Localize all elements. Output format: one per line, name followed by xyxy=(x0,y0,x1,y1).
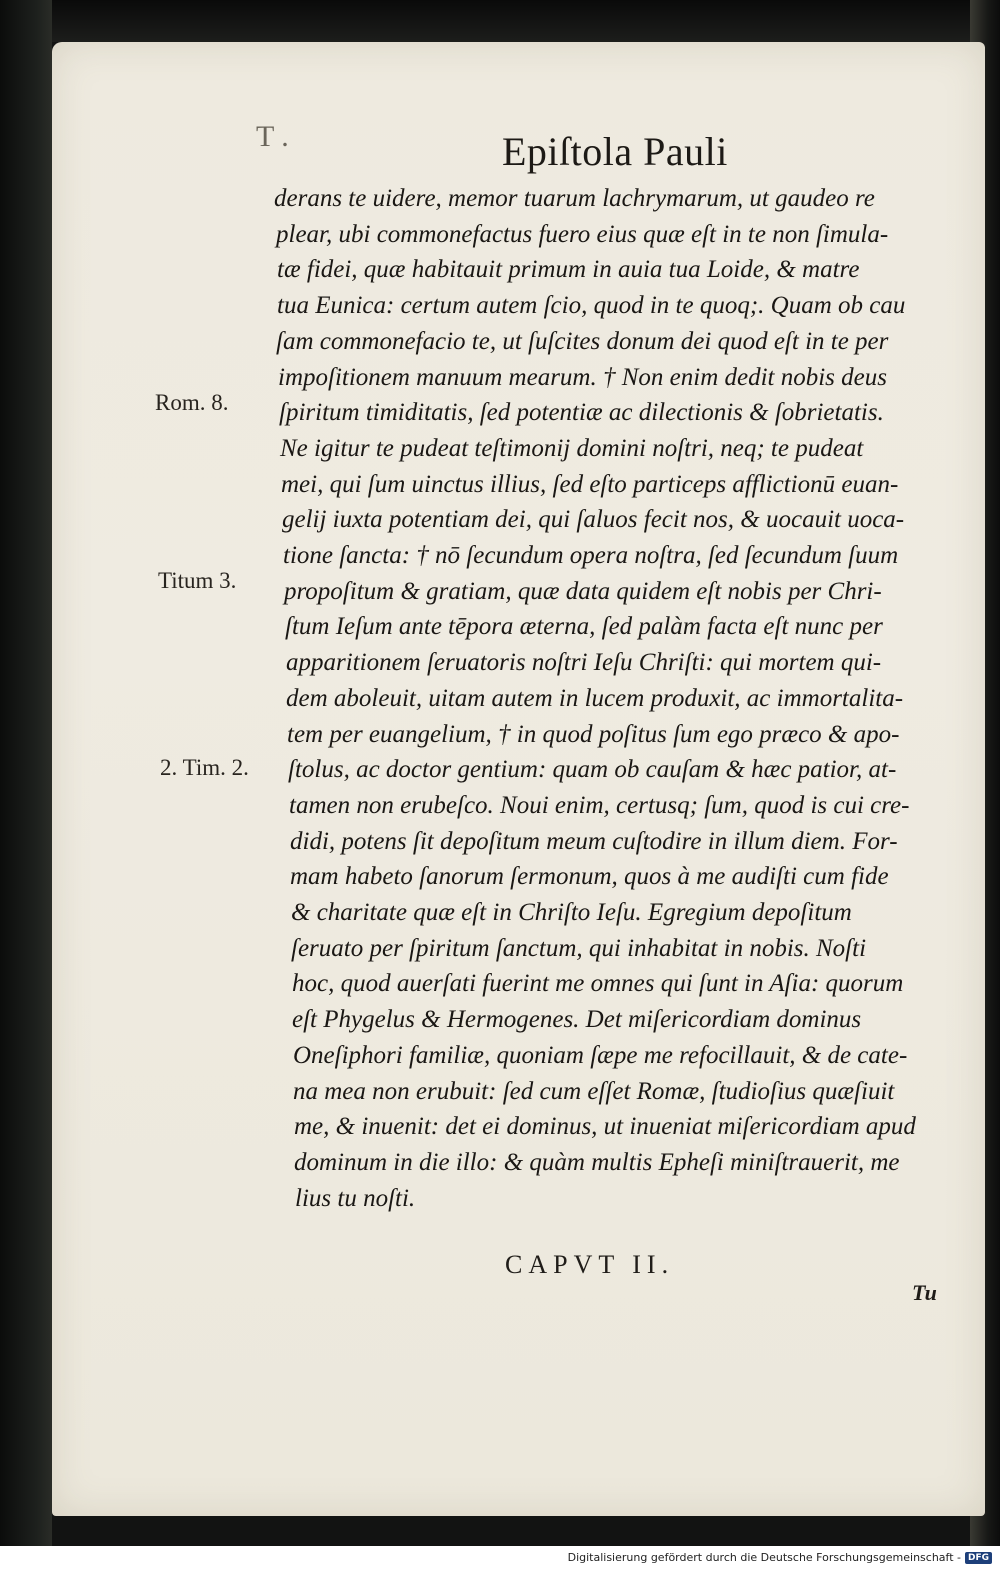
footer xyxy=(568,1551,992,1564)
text-line: dominum in die illo: & quàm multis Epheſi miniſtrauerit, me xyxy=(294,1149,900,1176)
text-line: dem aboleuit, uitam autem in lucem produxit, ac immortalita- xyxy=(286,685,904,712)
text-line: eſt Phygelus & Hermogenes. Det miſericordiam dominus xyxy=(292,1006,862,1033)
book-top-edge xyxy=(0,0,1000,42)
footer-text: Digitalisierung gefördert durch die Deutsche Forschungsgemeinschaft - xyxy=(567,1551,961,1564)
margin-note: Titum 3. xyxy=(158,568,237,593)
text-line: na mea non erubuit: ſed cum eſſet Romæ, ſtudioſius quæſiuit xyxy=(293,1078,895,1105)
catchword: Tu xyxy=(912,1280,937,1305)
text-line: Oneſiphori familiæ, quoniam ſæpe me refocillauit, & de cate- xyxy=(293,1042,908,1069)
text-line: ſtolus, ac doctor gentium: quam ob cauſam & hæc patior, at- xyxy=(288,756,897,783)
running-head: Epiſtola Pauli xyxy=(502,129,728,174)
text-line: tamen non erubeſco. Noui enim, certusq; ſum, quod is cui cre- xyxy=(289,792,910,819)
text-line: tæ fidei, quæ habitauit primum in auia tua Loide, & matre xyxy=(277,256,860,283)
text-line: apparitionem ſeruatoris noſtri Ieſu Chriſti: qui mortem qui- xyxy=(286,649,882,676)
text-line: & charitate quæ eſt in Chriſto Ieſu. Egregium depoſitum xyxy=(291,899,852,926)
text-line: propoſitum & gratiam, quæ data quidem eſt nobis per Chri- xyxy=(284,578,882,605)
text-line: me, & inuenit: det ei dominus, ut inueniat miſericordiam apud xyxy=(294,1113,916,1140)
dfg-logo: DFG xyxy=(965,1552,992,1564)
text-line: impoſitionem manuum mearum. † Non enim dedit nobis deus xyxy=(278,364,887,391)
text-line: ſam commonefacio te, ut ſuſcites donum dei quod eſt in te per xyxy=(276,328,889,355)
text-line: mam habeto ſanorum ſermonum, quos à me audiſti cum fide xyxy=(290,863,889,890)
text-line: Ne igitur te pudeat teſtimonij domini noſtri, neq; te pudeat xyxy=(280,435,864,462)
margin-note: 2. Tim. 2. xyxy=(160,755,249,780)
text-line: ſtum Ieſum ante tēpora æterna, ſed palàm facta eſt nunc per xyxy=(285,613,883,640)
text-line: mei, qui ſum uinctus illius, ſed eſto particeps afflictionū euan- xyxy=(281,471,899,498)
text-line: hoc, quod auerſati fuerint me omnes qui ſunt in Aſia: quorum xyxy=(292,970,904,997)
chapter-heading: CAPVT II. xyxy=(505,1250,675,1279)
text-line: didi, potens ſit depoſitum meum cuſtodire in illum diem. For- xyxy=(290,828,898,855)
text-line: tem per euangelium, † in quod poſitus ſum ego præco & apo- xyxy=(287,721,900,748)
text-line: ſeruato per ſpiritum ſanctum, qui inhabitat in nobis. Noſti xyxy=(291,935,867,962)
text-line: derans te uidere, memor tuarum lachrymarum, ut gaudeo re xyxy=(274,185,875,212)
text-line: gelij iuxta potentiam dei, qui ſaluos fecit nos, & uocauit uoca- xyxy=(282,506,905,533)
book-binding xyxy=(0,0,52,1573)
text-line: tione ſancta: † nō ſecundum opera noſtra, ſed ſecundum ſuum xyxy=(283,542,899,569)
margin-note: Rom. 8. xyxy=(155,390,229,415)
text-line: tua Eunica: certum autem ſcio, quod in te quoq;. Quam ob cau xyxy=(277,292,906,319)
text-line: ſpiritum timiditatis, ſed potentiæ ac dilectionis & ſobrietatis. xyxy=(279,399,884,426)
text-line: plear, ubi commonefactus fuero eius quæ eſt in te non ſimula- xyxy=(276,221,889,248)
corner-mark: T . xyxy=(256,120,289,153)
text-line: lius tu noſti. xyxy=(295,1185,416,1212)
